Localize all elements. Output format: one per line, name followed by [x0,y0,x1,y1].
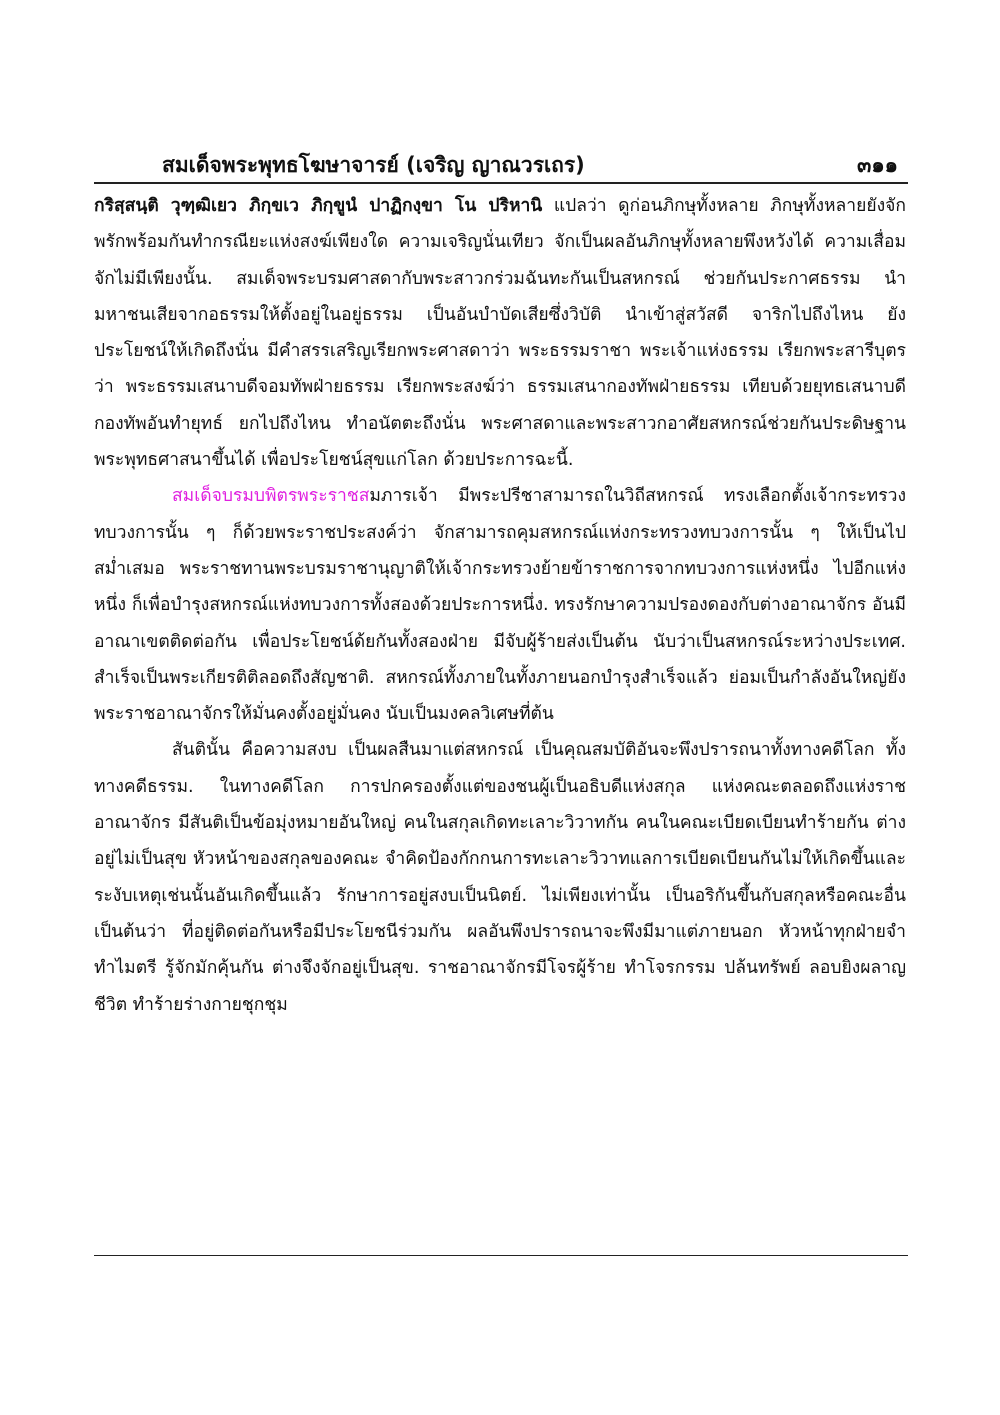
page-number: ๓๑๑ [856,153,898,177]
page-header [94,143,906,183]
paragraph-1 [94,188,906,478]
pali-quote: กริสฺสนฺติ วุฑฺฒิเยว ภิกฺขเว ภิกฺขูนํ ปาฏิกงฺขา โน ปริหานิ [94,196,543,216]
paragraph-3 [94,732,906,1022]
body-text [94,188,906,1023]
paragraph-2 [94,478,906,732]
paragraph-1-text: แปลว่า ดูก่อนภิกษุทั้งหลาย ภิกษุทั้งหลายยังจักพรักพร้อมกันทำกรณียะแห่งสงฆ์เพียงใด ความเจริญนั่นเทียว จักเป็นผลอันภิกษุทั้งหลายพึงหวังได้ ความเสื่อมจักไม่มีเพียงนั้น. สมเด็จพระบรมศาสดากับพระสาวกร่วมฉันทะกันเป็นสหกรณ์ ช่วยกันประกาศธรรม นำมหาชนเสียจากอธรรมให้ตั้งอยู่ในอยู่ธรรม เป็นอันบำบัดเสียซึ่งวิบัติ นำเข้าสู่สวัสดี จาริกไปถึงไหน ยังประโยชน์ให้เกิดถึงนั่น มีคำสรรเสริญเรียกพระศาสดาว่า พระธรรมราชา พระเจ้าแห่งธรรม เรียกพระสารีบุตรว่า พระธรรมเสนาบดีจอมทัพฝ่ายธรรม เรียกพระสงฆ์ว่า ธรรมเสนากองทัพฝ่ายธรรม เทียบด้วยยุทธเสนาบดีกองทัพอันทำยุทธ์ ยกไปถึงไหน ทำอนัตตะถึงนั่น พระศาสดาและพระสาวกอาศัยสหกรณ์ช่วยกันประดิษฐานพระพุทธศาสนาขึ้นได้ เพื่อประโยชน์สุขแก่โลก ด้วยประการฉะนี้. [94,196,906,471]
header-rule [94,182,908,184]
running-title: สมเด็จพระพุทธโฆษาจารย์ (เจริญ ญาณวรเถร) [162,153,585,177]
highlighted-royal-title: สมเด็จบรมบพิตรพระราชส [172,486,370,507]
footer-rule [94,1255,908,1256]
paragraph-2-text: มภารเจ้า มีพระปรีชาสามารถในวิถีสหกรณ์ ทรงเลือกตั้งเจ้ากระทรวงทบวงการนั้น ๆ ก็ด้วยพระราชประสงค์ว่า จักสามารถคุมสหกรณ์แห่งกระทรวงทบวงการนั้น ๆ ให้เป็นไปสม่ำเสมอ พระราชทานพระบรมราชานุญาติให้เจ้ากระทรวงย้ายข้าราชการจากทบวงการแห่งหนึ่ง ไปอีกแห่งหนึ่ง ก็เพื่อบำรุงสหกรณ์แห่งทบวงการทั้งสองด้วยประการหนึ่ง. ทรงรักษาความปรองดองกับต่างอาณาจักร อันมีอาณาเขตติดต่อกัน เพื่อประโยชน์ด้ยกันทั้งสองฝ่าย มีจับผู้ร้ายส่งเป็นต้น นับว่าเป็นสหกรณ์ระหว่างประเทศ. สำเร็จเป็นพระเกียรติติลอดถึงสัญชาติ. สหกรณ์ทั้งภายในทั้งภายนอกบำรุงสำเร็จแล้ว ย่อมเป็นกำลังอันใหญ่ยังพระราชอาณาจักรให้มั่นคงตั้งอยู่มั่นคง นับเป็นมงคลวิเศษที่ต้น [94,486,906,725]
paragraph-3-text: สันตินั้น คือความสงบ เป็นผลสืนมาแต่สหกรณ์ เป็นคุณสมบัติอันจะพึงปรารถนาทั้งทางคดีโลก ทั้งทางคดีธรรม. ในทางคดีโลก การปกครองตั้งแต่ของชนผู้เป็นอธิบดีแห่งสกุล แห่งคณะตลอดถึงแห่งราชอาณาจักร มีสันติเป็นข้อมุ่งหมายอันใหญ่ คนในสกุลเกิดทะเลาะวิวาทกัน คนในคณะเบียดเบียนทำร้ายกัน ต่างอยู่ไม่เป็นสุข หัวหน้าของสกุลของคณะ จำคิดป้องกักกนการทะเลาะวิวาทแลการเบียดเบียนกันไม่ให้เกิดขึ้นและระงับเหตุเช่นนั้นอันเกิดขึ้นแล้ว รักษาการอยู่สงบเป็นนิตย์. ไม่เพียงเท่านั้น เป็นอริกันขึ้นกับสกุลหรือคณะอื่น เป็นต้นว่า ที่อยู่ติดต่อกันหรือมีประโยชนีร่วมกัน ผลอันพึงปรารถนาจะพึงมีมาแต่ภายนอก หัวหน้าทุกฝ่ายจำทำไมตรี รู้จักมักคุ้นกัน ต่างจึงจักอยู่เป็นสุข. ราชอาณาจักรมีโจรผู้ร้าย ทำโจรกรรม ปล้นทรัพย์ ลอบยิงผลาญชีวิต ทำร้ายร่างกายชุกชุม [94,740,906,1015]
